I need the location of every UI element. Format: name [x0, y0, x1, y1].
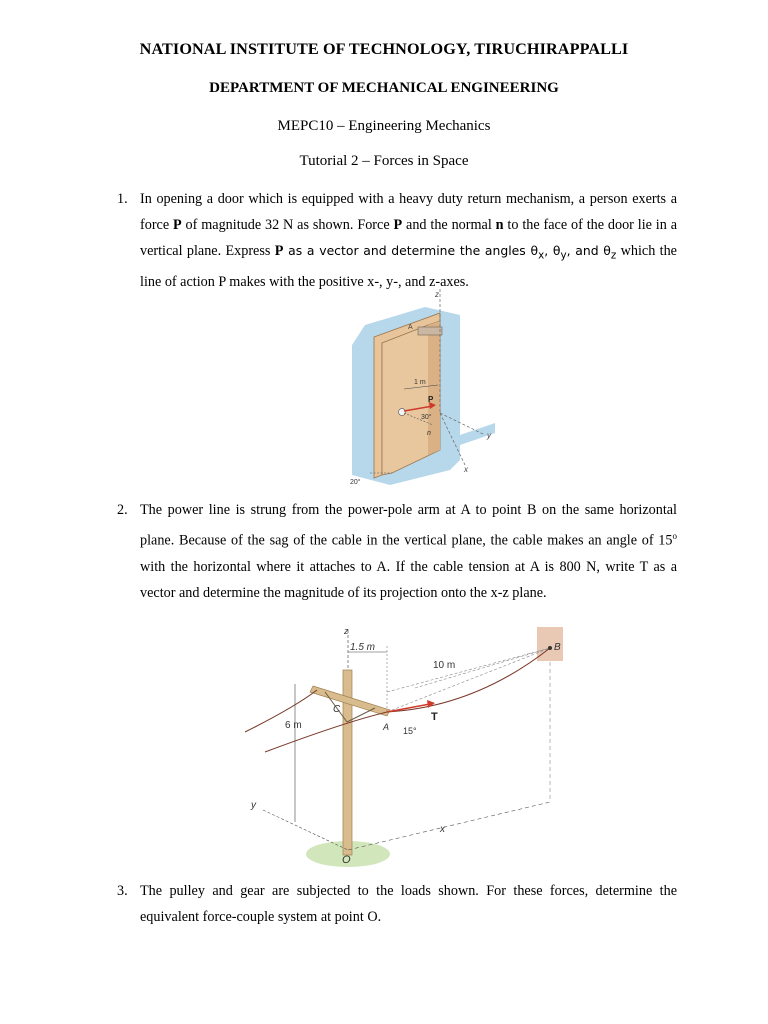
x-axis-label: x — [440, 824, 445, 835]
tension-label: T — [431, 711, 438, 723]
point-b-label: B — [554, 642, 561, 653]
power-line-figure — [245, 622, 575, 870]
question-text: The pulley and gear are subjected to the loads shown. For these forces, determine the equivalent force-couple system at point O. — [140, 883, 677, 926]
angle-label: 30° — [421, 414, 432, 421]
point-a-label: A — [383, 722, 390, 732]
question-3 — [117, 878, 677, 930]
point-a-label: A — [408, 324, 413, 331]
question-number: 2. — [117, 502, 128, 518]
tutorial-title: Tutorial 2 – Forces in Space — [299, 153, 469, 169]
span-label: 10 m — [433, 660, 456, 671]
x-axis-label: x — [464, 465, 468, 474]
z-axis-label: z — [344, 626, 349, 636]
distance-label: 1 m — [414, 379, 426, 386]
question-text: In opening a door which is equipped with a heavy duty return mechanism, a person exerts a force P of magnitude 32 N as shown. Force P and the normal n to the face of the door lie in a vertical plane. Express P as a vector and determine the angles $\theta_x$, $\theta_y$, and $\theta_z$ which the line of action P makes with the positive x-, y-, and z-axes. — [140, 191, 678, 291]
department-title: DEPARTMENT OF MECHANICAL ENGINEERING — [209, 80, 559, 96]
normal-label: n — [427, 430, 431, 437]
course-title: MEPC10 – Engineering Mechanics — [277, 118, 491, 134]
base-angle-label: 20° — [350, 479, 361, 486]
angle-label: 15° — [403, 726, 417, 736]
question-text: The power line is strung from the power-pole arm at A to point B on the same horizontal plane. Because of the sag of the cable in the vertical plane, the cable makes an angle of 15$^o$ with the horizontal where it attaches to A. If the cable tension at A is 800 N, write T as a vector and determine the magnitude of its projection onto the x-z plane. — [140, 502, 677, 602]
door-figure — [330, 285, 500, 490]
origin-label: O — [342, 854, 351, 866]
question-number: 3. — [117, 883, 128, 899]
question-2 — [117, 497, 677, 607]
question-1 — [117, 186, 677, 295]
point-c-label: C — [333, 704, 341, 715]
arm-length-label: 1.5 m — [350, 642, 376, 653]
height-label: 6 m — [285, 720, 302, 731]
y-axis-label: y — [487, 431, 491, 440]
institute-title: NATIONAL INSTITUTE OF TECHNOLOGY, TIRUCHIRAPPALLI — [139, 40, 629, 58]
y-axis-label: y — [251, 800, 256, 811]
force-p-label: P — [428, 395, 434, 404]
question-number: 1. — [117, 191, 128, 207]
z-axis-label: z — [435, 290, 439, 299]
